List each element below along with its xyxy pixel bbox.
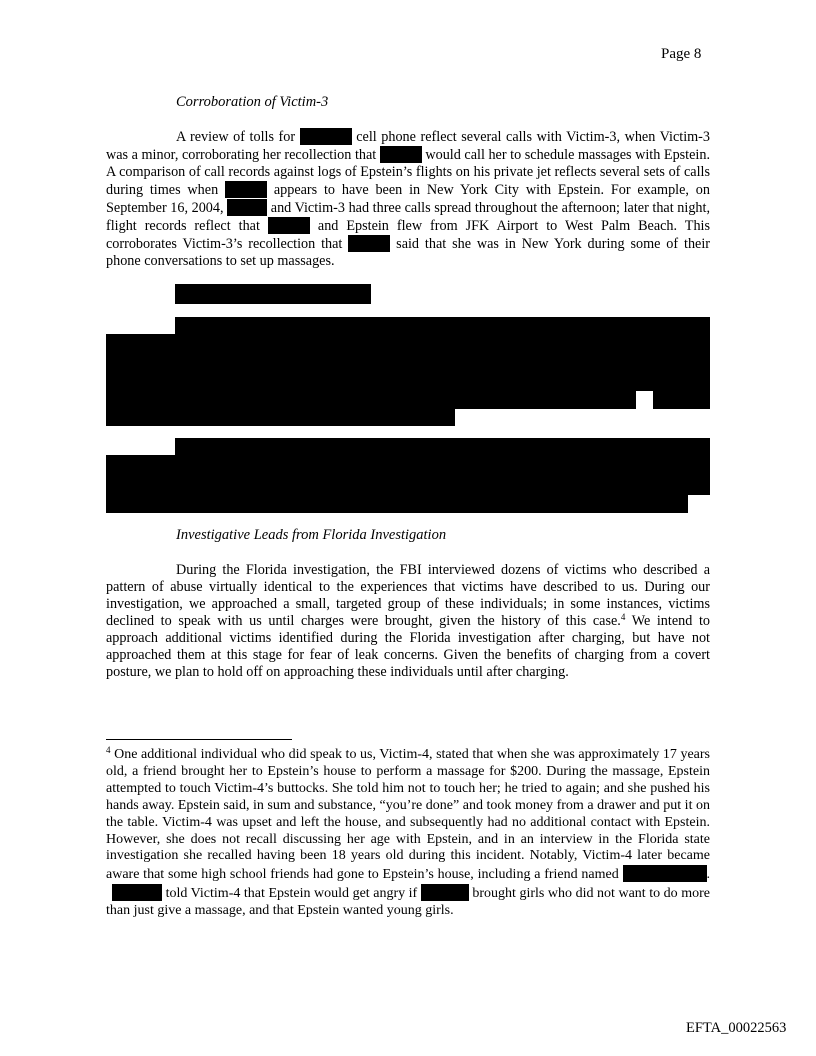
redaction-box (268, 217, 310, 234)
para-text: A review of tolls for (176, 129, 296, 145)
para-text: cell phone reflect several calls with Victim-3, when Victim-3 was a minor, corroborating her recollection that (106, 129, 710, 163)
redaction-block (175, 284, 371, 304)
redaction-box (300, 128, 352, 145)
redaction-block (106, 408, 455, 426)
footnote-text: . (706, 867, 711, 883)
para-text: and Epstein flew from JFK Airport to West Palm Beach. This corroborates Victim-3’s recollection that (106, 218, 711, 252)
paragraph-corroboration (106, 128, 710, 270)
redaction-block (106, 390, 636, 409)
para-text: said that she was in New York during some of their phone conversations to set up massages. (106, 236, 711, 269)
redaction-box (623, 865, 707, 882)
redaction-block (175, 317, 710, 335)
redaction-box (380, 146, 422, 163)
para-text: During the Florida investigation, the FBI interviewed dozens of victims who described a pattern of abuse virtually identical to the experiences that victims have described to us. During our investigation, we approached a small, targeted group of these individuals; in some instances, victims declined to speak with us until charges were brought, given the history of this case. (106, 562, 710, 629)
para-text: would call her to schedule massages with Epstein. A comparison of call records against logs of Epstein’s flights on his private jet reflects several sets of calls during times when (106, 147, 711, 198)
footnote-reference[interactable]: 4 (620, 612, 626, 622)
footnote-marker: 4 (106, 745, 111, 755)
redaction-block (106, 494, 688, 513)
section-heading-corroboration: Corroboration of Victim-3 (176, 94, 329, 110)
redaction-block (106, 334, 710, 391)
footnote-divider (106, 739, 292, 740)
page-number: Page 8 (661, 46, 702, 62)
redaction-block (175, 438, 710, 456)
redaction-box (348, 235, 390, 252)
footnote (106, 747, 710, 920)
document-id: EFTA_00022563 (686, 1020, 787, 1036)
redaction-box (112, 884, 162, 901)
paragraph-investigative-leads (106, 562, 710, 681)
footnote-text: told Victim-4 that Epstein would get angry if (165, 886, 418, 902)
redaction-block (653, 390, 710, 409)
redaction-block (106, 455, 710, 495)
redaction-box (227, 199, 267, 216)
para-text: We intend to approach additional victims identified during the Florida investigation after charging, but have not approached them at this stage for fear of leak concerns. Given the benefits of charging from a covert posture, we plan to hold off on approaching these individuals until after charging. (106, 613, 710, 680)
section-heading-investigative-leads: Investigative Leads from Florida Investigation (176, 527, 447, 543)
para-text: and Victim-3 had three calls spread throughout the afternoon; later that night, flight records reflect that (106, 200, 710, 234)
redaction-box (225, 181, 267, 198)
para-text: appears to have been in New York City with Epstein. For example, on September 16, 2004, (106, 182, 710, 216)
redaction-box (421, 884, 469, 901)
footnote-text: One additional individual who did speak to us, Victim-4, stated that when she was approximately 17 years old, a friend brought her to Epstein’s house to perform a massage for $200. During the massage, Epstein attempted to touch Victim-4’s buttocks. She told him not to touch her; he tried to again; and she pushed his hands away. Epstein said, in sum and substance, “you’re done” and took money from a drawer and put it on the table. Victim-4 was upset and left the house, and subsequently had no additional contact with Epstein. However, she does not recall discussing her age with Epstein, and in an interview in the Florida state investigation she recalled having been 18 years old during this incident. Notably, Victim-4 later became aware that some high school friends had gone to Epstein’s house, including a friend named (106, 747, 710, 883)
footnote-text: brought girls who did not want to do more than just give a massage, and that Epstein wanted young girls. (106, 886, 711, 919)
